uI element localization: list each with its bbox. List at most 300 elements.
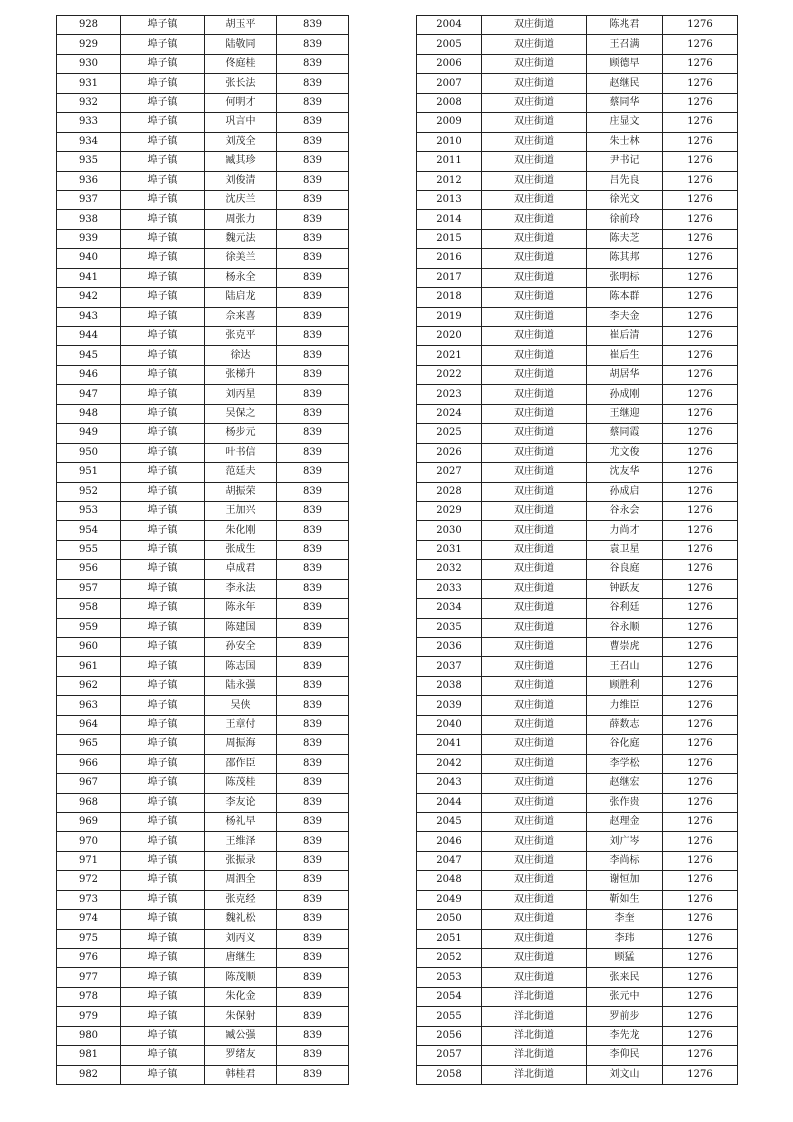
amount-cell: 839 bbox=[277, 987, 349, 1006]
name-cell: 沈庆兰 bbox=[205, 190, 277, 209]
row-number-cell: 2014 bbox=[417, 210, 482, 229]
row-number-cell: 2012 bbox=[417, 171, 482, 190]
amount-cell: 839 bbox=[277, 404, 349, 423]
town-cell: 埠子镇 bbox=[121, 152, 205, 171]
town-cell: 埠子镇 bbox=[121, 793, 205, 812]
table-row bbox=[57, 482, 349, 501]
town-cell: 双庄街道 bbox=[482, 890, 587, 909]
name-cell: 罗绪友 bbox=[205, 1046, 277, 1065]
town-cell: 双庄街道 bbox=[482, 871, 587, 890]
town-cell: 埠子镇 bbox=[121, 676, 205, 695]
town-cell: 双庄街道 bbox=[482, 16, 587, 35]
name-cell: 陈茂顺 bbox=[205, 968, 277, 987]
row-number-cell: 969 bbox=[57, 812, 121, 831]
town-cell: 埠子镇 bbox=[121, 1046, 205, 1065]
town-cell: 双庄街道 bbox=[482, 929, 587, 948]
amount-cell: 839 bbox=[277, 327, 349, 346]
table-row bbox=[57, 987, 349, 1006]
town-cell: 埠子镇 bbox=[121, 16, 205, 35]
name-cell: 谷利廷 bbox=[587, 599, 663, 618]
amount-cell: 839 bbox=[277, 968, 349, 987]
amount-cell: 1276 bbox=[663, 501, 738, 520]
amount-cell: 839 bbox=[277, 910, 349, 929]
name-cell: 崔后清 bbox=[587, 327, 663, 346]
amount-cell: 1276 bbox=[663, 560, 738, 579]
row-number-cell: 957 bbox=[57, 579, 121, 598]
name-cell: 孙安全 bbox=[205, 638, 277, 657]
amount-cell: 1276 bbox=[663, 521, 738, 540]
table-row bbox=[417, 463, 738, 482]
town-cell: 双庄街道 bbox=[482, 521, 587, 540]
name-cell: 佟庭桂 bbox=[205, 54, 277, 73]
row-number-cell: 2055 bbox=[417, 1007, 482, 1026]
town-cell: 埠子镇 bbox=[121, 35, 205, 54]
table-row bbox=[417, 735, 738, 754]
name-cell: 王召山 bbox=[587, 657, 663, 676]
name-cell: 徐光文 bbox=[587, 190, 663, 209]
town-cell: 双庄街道 bbox=[482, 579, 587, 598]
row-number-cell: 2038 bbox=[417, 676, 482, 695]
name-cell: 赵继民 bbox=[587, 74, 663, 93]
name-cell: 魏礼松 bbox=[205, 910, 277, 929]
town-cell: 双庄街道 bbox=[482, 696, 587, 715]
amount-cell: 1276 bbox=[663, 696, 738, 715]
table-row bbox=[417, 482, 738, 501]
table-row bbox=[57, 812, 349, 831]
name-cell: 朱化刚 bbox=[205, 521, 277, 540]
amount-cell: 1276 bbox=[663, 327, 738, 346]
amount-cell: 839 bbox=[277, 307, 349, 326]
amount-cell: 1276 bbox=[663, 1007, 738, 1026]
name-cell: 孙成启 bbox=[587, 482, 663, 501]
name-cell: 顾胜利 bbox=[587, 676, 663, 695]
table-row bbox=[417, 793, 738, 812]
town-cell: 埠子镇 bbox=[121, 871, 205, 890]
amount-cell: 1276 bbox=[663, 968, 738, 987]
town-cell: 双庄街道 bbox=[482, 171, 587, 190]
town-cell: 双庄街道 bbox=[482, 385, 587, 404]
table-row bbox=[417, 365, 738, 384]
name-cell: 王召满 bbox=[587, 35, 663, 54]
table-row bbox=[57, 735, 349, 754]
row-number-cell: 982 bbox=[57, 1065, 121, 1084]
row-number-cell: 2010 bbox=[417, 132, 482, 151]
amount-cell: 839 bbox=[277, 249, 349, 268]
town-cell: 埠子镇 bbox=[121, 74, 205, 93]
town-cell: 埠子镇 bbox=[121, 735, 205, 754]
amount-cell: 839 bbox=[277, 152, 349, 171]
name-cell: 沈友华 bbox=[587, 463, 663, 482]
row-number-cell: 2034 bbox=[417, 599, 482, 618]
name-cell: 力维臣 bbox=[587, 696, 663, 715]
town-cell: 双庄街道 bbox=[482, 424, 587, 443]
table-row bbox=[417, 560, 738, 579]
name-cell: 范廷夫 bbox=[205, 463, 277, 482]
row-number-cell: 971 bbox=[57, 851, 121, 870]
amount-cell: 839 bbox=[277, 774, 349, 793]
row-number-cell: 2024 bbox=[417, 404, 482, 423]
town-cell: 双庄街道 bbox=[482, 74, 587, 93]
town-cell: 埠子镇 bbox=[121, 579, 205, 598]
name-cell: 吕先良 bbox=[587, 171, 663, 190]
amount-cell: 839 bbox=[277, 132, 349, 151]
name-cell: 邵作臣 bbox=[205, 754, 277, 773]
town-cell: 双庄街道 bbox=[482, 190, 587, 209]
table-row bbox=[417, 307, 738, 326]
name-cell: 陈志国 bbox=[205, 657, 277, 676]
table-row bbox=[417, 74, 738, 93]
row-number-cell: 2006 bbox=[417, 54, 482, 73]
amount-cell: 839 bbox=[277, 385, 349, 404]
table-row bbox=[417, 832, 738, 851]
table-row bbox=[417, 171, 738, 190]
table-row bbox=[57, 599, 349, 618]
town-cell: 埠子镇 bbox=[121, 385, 205, 404]
name-cell: 李奎 bbox=[587, 910, 663, 929]
amount-cell: 1276 bbox=[663, 424, 738, 443]
row-number-cell: 2021 bbox=[417, 346, 482, 365]
name-cell: 徐达 bbox=[205, 346, 277, 365]
town-cell: 埠子镇 bbox=[121, 113, 205, 132]
table-row bbox=[57, 307, 349, 326]
row-number-cell: 2005 bbox=[417, 35, 482, 54]
amount-cell: 839 bbox=[277, 618, 349, 637]
name-cell: 吴保之 bbox=[205, 404, 277, 423]
name-cell: 张长法 bbox=[205, 74, 277, 93]
town-cell: 洋北街道 bbox=[482, 1065, 587, 1084]
table-row bbox=[417, 774, 738, 793]
amount-cell: 1276 bbox=[663, 93, 738, 112]
amount-cell: 839 bbox=[277, 1065, 349, 1084]
town-cell: 埠子镇 bbox=[121, 910, 205, 929]
town-cell: 埠子镇 bbox=[121, 249, 205, 268]
amount-cell: 1276 bbox=[663, 1065, 738, 1084]
name-cell: 王章付 bbox=[205, 715, 277, 734]
amount-cell: 1276 bbox=[663, 210, 738, 229]
row-number-cell: 948 bbox=[57, 404, 121, 423]
town-cell: 埠子镇 bbox=[121, 968, 205, 987]
row-number-cell: 951 bbox=[57, 463, 121, 482]
table-row bbox=[417, 424, 738, 443]
table-row bbox=[57, 443, 349, 462]
table-row bbox=[57, 152, 349, 171]
name-cell: 刘俊清 bbox=[205, 171, 277, 190]
table-row bbox=[417, 968, 738, 987]
amount-cell: 839 bbox=[277, 54, 349, 73]
row-number-cell: 932 bbox=[57, 93, 121, 112]
table-row bbox=[57, 1007, 349, 1026]
amount-cell: 1276 bbox=[663, 676, 738, 695]
table-row bbox=[57, 579, 349, 598]
name-cell: 杨永全 bbox=[205, 268, 277, 287]
town-cell: 埠子镇 bbox=[121, 210, 205, 229]
name-cell: 胡玉平 bbox=[205, 16, 277, 35]
row-number-cell: 964 bbox=[57, 715, 121, 734]
row-number-cell: 940 bbox=[57, 249, 121, 268]
table-row bbox=[417, 890, 738, 909]
amount-cell: 839 bbox=[277, 501, 349, 520]
row-number-cell: 935 bbox=[57, 152, 121, 171]
table-row bbox=[417, 16, 738, 35]
town-cell: 双庄街道 bbox=[482, 910, 587, 929]
town-cell: 双庄街道 bbox=[482, 346, 587, 365]
town-cell: 埠子镇 bbox=[121, 171, 205, 190]
row-number-cell: 945 bbox=[57, 346, 121, 365]
name-cell: 臧公强 bbox=[205, 1026, 277, 1045]
name-cell: 韩桂君 bbox=[205, 1065, 277, 1084]
table-row bbox=[417, 54, 738, 73]
row-number-cell: 2013 bbox=[417, 190, 482, 209]
row-number-cell: 967 bbox=[57, 774, 121, 793]
amount-cell: 1276 bbox=[663, 871, 738, 890]
amount-cell: 1276 bbox=[663, 715, 738, 734]
town-cell: 双庄街道 bbox=[482, 851, 587, 870]
row-number-cell: 929 bbox=[57, 35, 121, 54]
name-cell: 钟跃友 bbox=[587, 579, 663, 598]
row-number-cell: 2051 bbox=[417, 929, 482, 948]
table-row bbox=[417, 288, 738, 307]
amount-cell: 839 bbox=[277, 521, 349, 540]
name-cell: 李永法 bbox=[205, 579, 277, 598]
town-cell: 埠子镇 bbox=[121, 696, 205, 715]
amount-cell: 1276 bbox=[663, 949, 738, 968]
amount-cell: 839 bbox=[277, 696, 349, 715]
table-row bbox=[417, 657, 738, 676]
town-cell: 埠子镇 bbox=[121, 715, 205, 734]
name-cell: 张明标 bbox=[587, 268, 663, 287]
row-number-cell: 954 bbox=[57, 521, 121, 540]
table-row bbox=[57, 638, 349, 657]
row-number-cell: 2023 bbox=[417, 385, 482, 404]
name-cell: 魏元法 bbox=[205, 229, 277, 248]
table-row bbox=[57, 210, 349, 229]
amount-cell: 1276 bbox=[663, 774, 738, 793]
amount-cell: 839 bbox=[277, 268, 349, 287]
row-number-cell: 976 bbox=[57, 949, 121, 968]
name-cell: 张克经 bbox=[205, 890, 277, 909]
amount-cell: 839 bbox=[277, 657, 349, 676]
town-cell: 双庄街道 bbox=[482, 463, 587, 482]
table-row bbox=[57, 1065, 349, 1084]
amount-cell: 839 bbox=[277, 754, 349, 773]
amount-cell: 839 bbox=[277, 890, 349, 909]
amount-cell: 1276 bbox=[663, 365, 738, 384]
amount-cell: 1276 bbox=[663, 987, 738, 1006]
name-cell: 陈茂桂 bbox=[205, 774, 277, 793]
table-row bbox=[417, 987, 738, 1006]
name-cell: 陆敬同 bbox=[205, 35, 277, 54]
name-cell: 刘茂全 bbox=[205, 132, 277, 151]
town-cell: 埠子镇 bbox=[121, 132, 205, 151]
row-number-cell: 2047 bbox=[417, 851, 482, 870]
table-row bbox=[57, 774, 349, 793]
row-number-cell: 962 bbox=[57, 676, 121, 695]
amount-cell: 1276 bbox=[663, 929, 738, 948]
town-cell: 埠子镇 bbox=[121, 482, 205, 501]
name-cell: 王维泽 bbox=[205, 832, 277, 851]
name-cell: 李尚标 bbox=[587, 851, 663, 870]
amount-cell: 839 bbox=[277, 793, 349, 812]
town-cell: 埠子镇 bbox=[121, 424, 205, 443]
town-cell: 埠子镇 bbox=[121, 540, 205, 559]
table-row bbox=[57, 793, 349, 812]
amount-cell: 1276 bbox=[663, 657, 738, 676]
name-cell: 袁卫星 bbox=[587, 540, 663, 559]
row-number-cell: 2015 bbox=[417, 229, 482, 248]
row-number-cell: 947 bbox=[57, 385, 121, 404]
row-number-cell: 934 bbox=[57, 132, 121, 151]
table-row bbox=[417, 1007, 738, 1026]
table-row bbox=[57, 113, 349, 132]
town-cell: 埠子镇 bbox=[121, 638, 205, 657]
table-row bbox=[417, 113, 738, 132]
town-cell: 双庄街道 bbox=[482, 754, 587, 773]
left-roster-table bbox=[56, 15, 349, 1085]
amount-cell: 839 bbox=[277, 190, 349, 209]
town-cell: 埠子镇 bbox=[121, 501, 205, 520]
name-cell: 刘广岑 bbox=[587, 832, 663, 851]
name-cell: 陈建国 bbox=[205, 618, 277, 637]
name-cell: 周张力 bbox=[205, 210, 277, 229]
name-cell: 叶书信 bbox=[205, 443, 277, 462]
table-row bbox=[57, 1046, 349, 1065]
name-cell: 李夫金 bbox=[587, 307, 663, 326]
row-number-cell: 949 bbox=[57, 424, 121, 443]
town-cell: 埠子镇 bbox=[121, 1007, 205, 1026]
town-cell: 双庄街道 bbox=[482, 54, 587, 73]
town-cell: 洋北街道 bbox=[482, 987, 587, 1006]
town-cell: 双庄街道 bbox=[482, 152, 587, 171]
name-cell: 杨礼早 bbox=[205, 812, 277, 831]
row-number-cell: 965 bbox=[57, 735, 121, 754]
name-cell: 朱化金 bbox=[205, 987, 277, 1006]
table-row bbox=[57, 463, 349, 482]
amount-cell: 839 bbox=[277, 365, 349, 384]
table-row bbox=[57, 657, 349, 676]
name-cell: 谷永顺 bbox=[587, 618, 663, 637]
town-cell: 埠子镇 bbox=[121, 618, 205, 637]
row-number-cell: 950 bbox=[57, 443, 121, 462]
row-number-cell: 956 bbox=[57, 560, 121, 579]
row-number-cell: 2058 bbox=[417, 1065, 482, 1084]
town-cell: 双庄街道 bbox=[482, 268, 587, 287]
amount-cell: 839 bbox=[277, 74, 349, 93]
amount-cell: 1276 bbox=[663, 851, 738, 870]
amount-cell: 839 bbox=[277, 812, 349, 831]
row-number-cell: 2026 bbox=[417, 443, 482, 462]
name-cell: 周泗全 bbox=[205, 871, 277, 890]
row-number-cell: 952 bbox=[57, 482, 121, 501]
row-number-cell: 936 bbox=[57, 171, 121, 190]
name-cell: 胡居华 bbox=[587, 365, 663, 384]
amount-cell: 839 bbox=[277, 463, 349, 482]
town-cell: 双庄街道 bbox=[482, 229, 587, 248]
amount-cell: 839 bbox=[277, 540, 349, 559]
town-cell: 双庄街道 bbox=[482, 560, 587, 579]
town-cell: 埠子镇 bbox=[121, 812, 205, 831]
table-row bbox=[417, 676, 738, 695]
name-cell: 何明才 bbox=[205, 93, 277, 112]
amount-cell: 1276 bbox=[663, 385, 738, 404]
town-cell: 双庄街道 bbox=[482, 443, 587, 462]
row-number-cell: 2042 bbox=[417, 754, 482, 773]
row-number-cell: 2037 bbox=[417, 657, 482, 676]
row-number-cell: 2020 bbox=[417, 327, 482, 346]
town-cell: 埠子镇 bbox=[121, 54, 205, 73]
town-cell: 埠子镇 bbox=[121, 949, 205, 968]
row-number-cell: 2043 bbox=[417, 774, 482, 793]
town-cell: 埠子镇 bbox=[121, 404, 205, 423]
amount-cell: 1276 bbox=[663, 638, 738, 657]
row-number-cell: 2031 bbox=[417, 540, 482, 559]
name-cell: 张作贵 bbox=[587, 793, 663, 812]
town-cell: 双庄街道 bbox=[482, 774, 587, 793]
town-cell: 双庄街道 bbox=[482, 404, 587, 423]
row-number-cell: 958 bbox=[57, 599, 121, 618]
name-cell: 陈夫芝 bbox=[587, 229, 663, 248]
name-cell: 臧其珍 bbox=[205, 152, 277, 171]
name-cell: 陈本群 bbox=[587, 288, 663, 307]
table-row bbox=[417, 443, 738, 462]
amount-cell: 1276 bbox=[663, 618, 738, 637]
town-cell: 双庄街道 bbox=[482, 210, 587, 229]
row-number-cell: 2011 bbox=[417, 152, 482, 171]
name-cell: 徐美兰 bbox=[205, 249, 277, 268]
name-cell: 朱士林 bbox=[587, 132, 663, 151]
row-number-cell: 955 bbox=[57, 540, 121, 559]
town-cell: 双庄街道 bbox=[482, 735, 587, 754]
town-cell: 双庄街道 bbox=[482, 113, 587, 132]
amount-cell: 839 bbox=[277, 346, 349, 365]
amount-cell: 839 bbox=[277, 16, 349, 35]
table-row bbox=[57, 54, 349, 73]
town-cell: 双庄街道 bbox=[482, 715, 587, 734]
name-cell: 赵继宏 bbox=[587, 774, 663, 793]
row-number-cell: 944 bbox=[57, 327, 121, 346]
amount-cell: 1276 bbox=[663, 735, 738, 754]
name-cell: 尹书记 bbox=[587, 152, 663, 171]
row-number-cell: 960 bbox=[57, 638, 121, 657]
town-cell: 埠子镇 bbox=[121, 346, 205, 365]
town-cell: 双庄街道 bbox=[482, 793, 587, 812]
row-number-cell: 2046 bbox=[417, 832, 482, 851]
name-cell: 胡振荣 bbox=[205, 482, 277, 501]
town-cell: 埠子镇 bbox=[121, 1065, 205, 1084]
table-row bbox=[417, 210, 738, 229]
name-cell: 曹崇虎 bbox=[587, 638, 663, 657]
town-cell: 双庄街道 bbox=[482, 676, 587, 695]
row-number-cell: 2019 bbox=[417, 307, 482, 326]
amount-cell: 839 bbox=[277, 210, 349, 229]
amount-cell: 1276 bbox=[663, 35, 738, 54]
row-number-cell: 2022 bbox=[417, 365, 482, 384]
table-row bbox=[57, 327, 349, 346]
name-cell: 谷永会 bbox=[587, 501, 663, 520]
table-row bbox=[57, 171, 349, 190]
amount-cell: 1276 bbox=[663, 832, 738, 851]
town-cell: 埠子镇 bbox=[121, 365, 205, 384]
table-row bbox=[417, 599, 738, 618]
row-number-cell: 2050 bbox=[417, 910, 482, 929]
amount-cell: 839 bbox=[277, 676, 349, 695]
town-cell: 双庄街道 bbox=[482, 618, 587, 637]
table-row bbox=[57, 560, 349, 579]
row-number-cell: 972 bbox=[57, 871, 121, 890]
row-number-cell: 2018 bbox=[417, 288, 482, 307]
amount-cell: 839 bbox=[277, 579, 349, 598]
amount-cell: 839 bbox=[277, 929, 349, 948]
table-row bbox=[57, 910, 349, 929]
